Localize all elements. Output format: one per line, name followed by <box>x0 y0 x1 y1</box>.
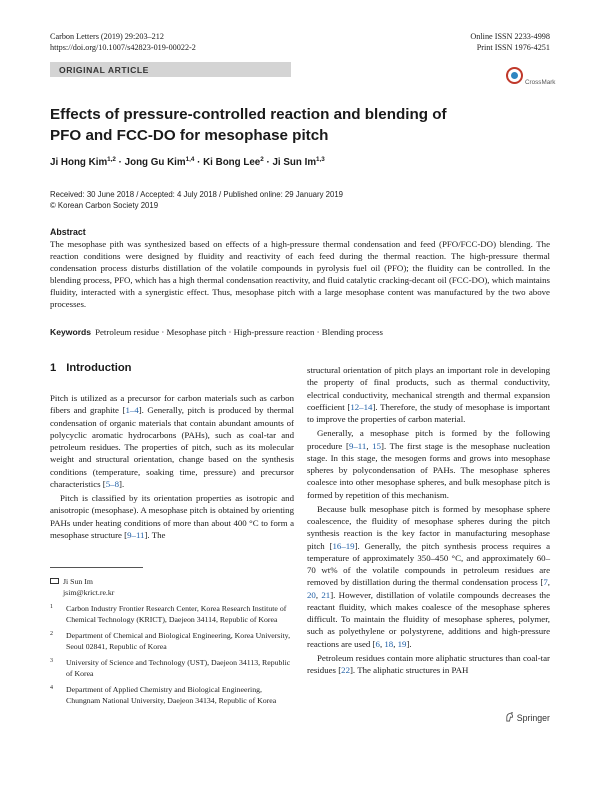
body-column-right <box>307 364 550 676</box>
citation-link[interactable]: 9–11 <box>127 529 145 540</box>
affiliations <box>50 604 294 712</box>
affiliation-text: Department of Applied Chemistry and Biological Engineering, Chungnam National University, Daejeon 34134, Republic of Korea <box>66 685 277 705</box>
correspondence <box>50 577 114 598</box>
online-issn: Online ISSN 2233-4998 <box>470 32 550 41</box>
crossmark-icon <box>506 67 523 84</box>
citation-link[interactable]: 6 <box>375 638 380 649</box>
affiliation-text: University of Science and Technology (UST), Daejeon 34113, Republic of Korea <box>66 658 291 678</box>
paragraph: Petroleum residues contain more aliphatic structures than coal-tar residues [22]. The aliphatic structures in PAH <box>307 652 550 675</box>
running-header-left <box>50 31 196 53</box>
abstract-heading: Abstract <box>50 227 86 237</box>
keywords <box>50 327 383 337</box>
paragraph: Pitch is classified by its orientation properties as isotropic and anisotropic (mesophase). A mesophase pitch is obtained by orienting PAHs under heating conditions of more than about 400 °C to form a mesophase structure [9–11]. The <box>50 493 294 540</box>
corresponding-author: Ji Sun Im <box>63 577 93 586</box>
citation-link[interactable]: 9–11 <box>348 440 367 451</box>
crossmark-badge[interactable] <box>506 66 576 88</box>
body-column-left <box>50 392 294 541</box>
affiliation <box>50 658 294 679</box>
article-type-label: ORIGINAL ARTICLE <box>59 64 149 75</box>
springer-horse-icon <box>505 712 514 722</box>
section-title: Introduction <box>66 362 132 374</box>
affiliation <box>50 604 294 625</box>
paragraph: Generally, a mesophase pitch is formed by the following procedure [9–11, 15]. The first stage is the mesophase nucleation stage. In this stage, the mesogen forms and grows into mesophase spheres by polycondensation of PAHs. The mesophase spheres coalesce into other mesophase spheres, and bulk mesophase pitch is formed by repetition of this mechanism. <box>307 428 551 500</box>
author[interactable]: Jong Gu Kim$^{1,4}$ <box>124 156 195 168</box>
author[interactable]: Ji Hong Kim$^{1,2}$ <box>50 156 116 168</box>
publisher-name: Springer <box>516 713 550 723</box>
affiliation-number: 3 <box>50 658 53 664</box>
keywords-list: Petroleum residue · Mesophase pitch · High-pressure reaction · Blending process <box>95 327 383 337</box>
author[interactable]: Ki Bong Lee$^2$ <box>203 156 264 168</box>
author-list: Ji Hong Kim$^{1,2}$ · Jong Gu Kim$^{1,4}$ · Ki Bong Lee$^2$ · Ji Sun Im$^{1,3}$ <box>50 156 325 168</box>
citation-link[interactable]: 12–14 <box>350 401 373 412</box>
paragraph: structural orientation of pitch plays an important role in developing the property of final products, such as thermal conductivity, electrical conductivity, mechanical strength and thermal expansion coefficient [12–14]. Therefore, the study of mesophase is important to improve the properties of carbon material. <box>307 365 550 424</box>
paragraph: Because bulk mesophase pitch is formed by mesophase sphere coalescence, the fluidity of mesophase spheres during the pitch synthesis reaction is the key factor in manufacturing mesophase pitch [16–19]. Generally, the pitch synthesis process requires a temperature of approximately 350–450 °C, and approximately 60–70 wt% of the volatile compounds in petroleum residues are removed by distillation during the thermal condensation process [7, 20, 21]. However, distillation of volatile compounds decreases the reactant fluidity, which makes coalesce of the mesophase spheres difficult. To maintain the fluidity of mesophase spheres, polymer, such as polyethylene or polystyrene, additions and high-pressure reactions are used [6, 18, 19]. <box>307 503 551 649</box>
citation-link[interactable]: 21 <box>321 589 331 600</box>
copyright: © Korean Carbon Society 2019 <box>50 200 159 210</box>
running-header-right <box>470 31 550 53</box>
abstract-text: The mesophase pith was synthesized based on effects of a high-pressure thermal condensation and feed (PFO/FCC-DO) blending. The reaction conditions were designed by fluidity and reactivity of each feed during the thermal reaction. The high-pressure thermal condensation process disturbs distillation of the volatile compounds in pyrolysis fuel oil (PFO); the fluidity can be controlled. In the blending process, PFO, which has a high thermal condensation reactivity, and fluid catalytic cracking-decant oil (FCC-DO), which maintains fluidity, interacted with a synergistic effect. Thus, mesophase pitch with a large mesophase content was manufactured by the two above processes. <box>50 239 550 309</box>
print-issn: Print ISSN 1976-4251 <box>476 43 550 52</box>
affiliation-text: Department of Chemical and Biological Engineering, Korea University, Seoul 02841, Republic of Korea <box>66 631 291 651</box>
section-number: 1 <box>50 362 57 374</box>
paragraph: Pitch is utilized as a precursor for carbon materials such as carbon fibers and graphite [1–4]. Generally, pitch is produced by thermal condensation of organic materials that contain abundant amounts of polycyclic aromatic hydrocarbons (PAHs), such as coal-tar and petroleum residues. The properties of pitch, such as its molecular weight and structural orientation, change based on the synthesis conditions (temperature, soaking time, pressure) and precursor characteristics [5–8]. <box>50 393 294 489</box>
section-heading <box>50 362 131 374</box>
article-type-banner <box>50 62 291 77</box>
history-dates: Received: 30 June 2018 / Accepted: 4 July 2018 / Published online: 29 January 2019 <box>50 190 344 199</box>
publication-dates <box>50 190 343 211</box>
footnote-divider <box>50 567 143 568</box>
affiliation-number: 4 <box>50 685 53 691</box>
doi-link[interactable]: https://doi.org/10.1007/s42823-019-00022-2 <box>50 43 196 52</box>
affiliation <box>50 685 294 706</box>
citation-link[interactable]: 7 <box>543 577 548 588</box>
citation-link[interactable]: 19 <box>397 638 407 649</box>
citation-link[interactable]: 22 <box>341 665 350 675</box>
author[interactable]: Ji Sun Im$^{1,3}$ <box>272 156 325 168</box>
affiliation-text: Carbon Industry Frontier Research Center, Korea Research Institute of Chemical Technology (KRICT), Daejeon 34114, Republic of Korea <box>66 604 287 624</box>
citation-link[interactable]: 15 <box>372 440 382 451</box>
citation-link[interactable]: 5–8 <box>105 478 119 489</box>
publisher-logo <box>505 712 550 723</box>
affiliation-number: 2 <box>50 631 53 637</box>
citation-link[interactable]: 16–19 <box>332 540 355 551</box>
keywords-label: Keywords <box>50 327 92 337</box>
citation-link[interactable]: 20 <box>307 589 316 600</box>
affiliation-number: 1 <box>50 604 53 610</box>
crossmark-label: CrossMark <box>525 79 556 86</box>
affiliation <box>50 631 294 652</box>
citation-link[interactable]: 18 <box>384 638 394 649</box>
envelope-icon <box>50 578 59 584</box>
journal-citation: Carbon Letters (2019) 29:203–212 <box>50 32 164 41</box>
citation-link[interactable]: 1–4 <box>125 405 139 416</box>
email-link[interactable]: jsim@krict.re.kr <box>63 587 115 597</box>
article-title: Effects of pressure-controlled reaction and blending of PFO and FCC-DO for mesophase pitch <box>50 106 447 144</box>
